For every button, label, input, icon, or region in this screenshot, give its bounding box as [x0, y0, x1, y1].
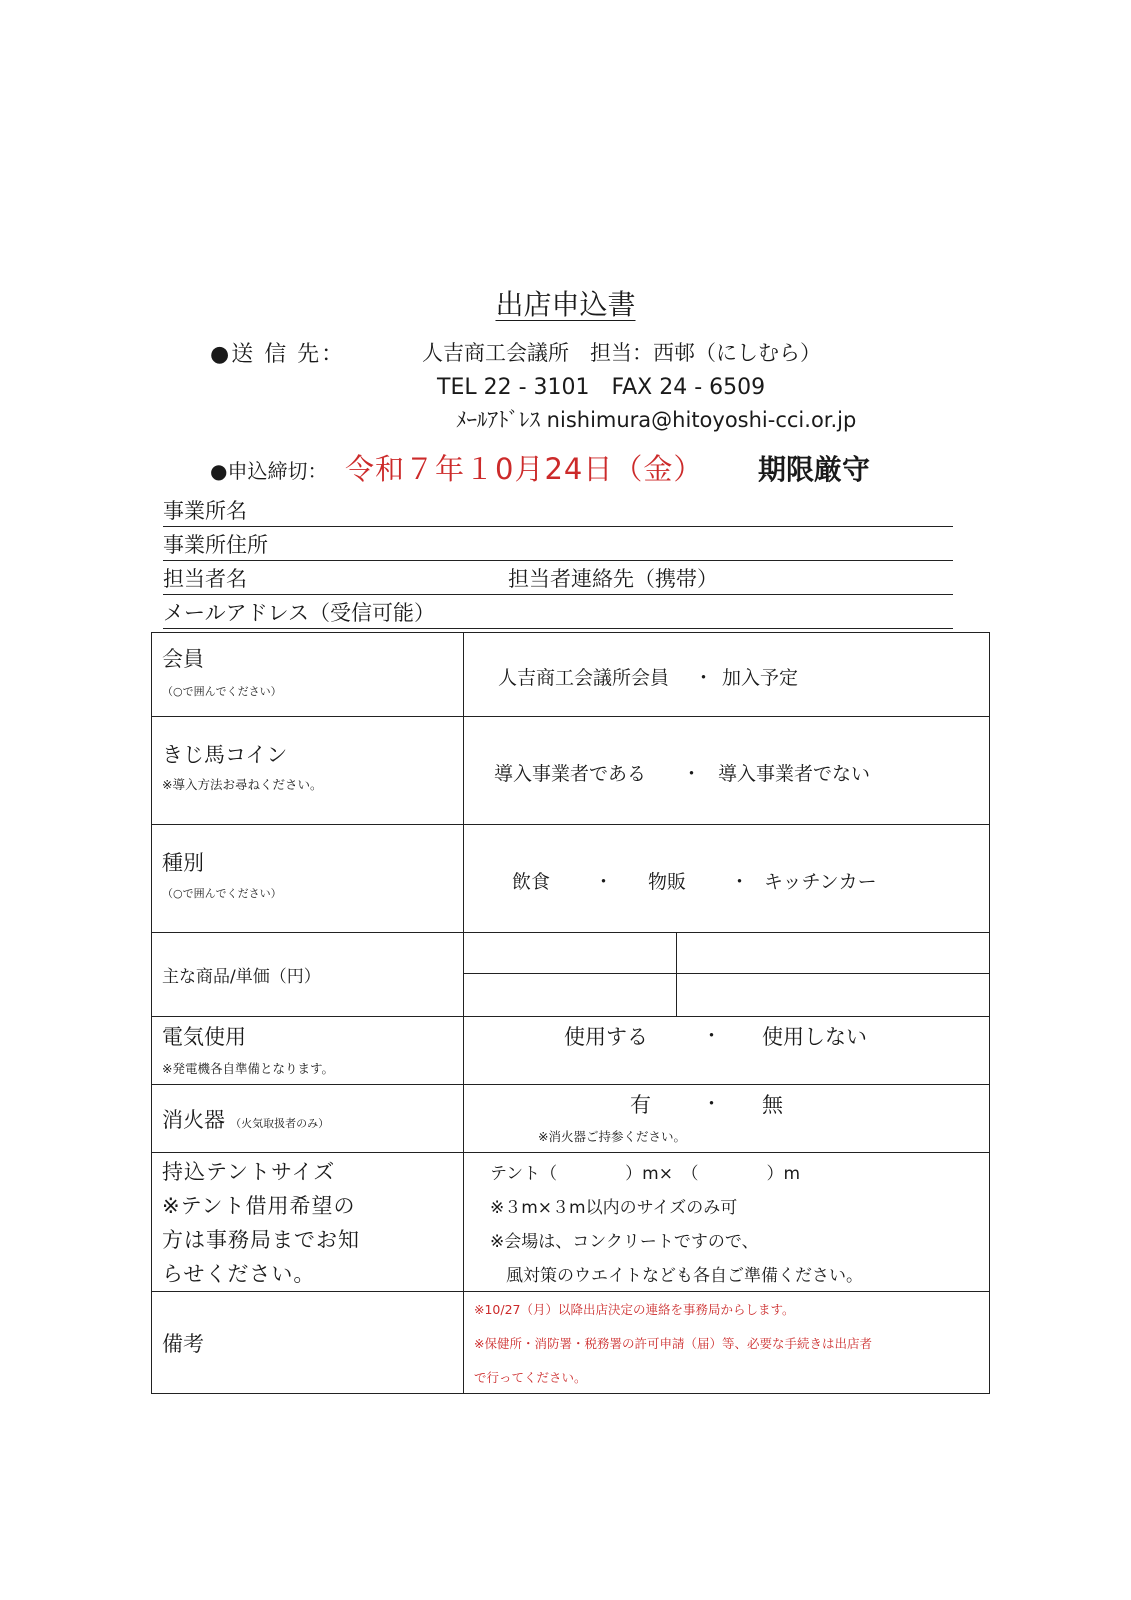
tent-note-venue: ※会場は、コンクリートですので、	[490, 1232, 759, 1252]
office-name-label: 事業所名	[163, 499, 247, 523]
person-contact-label: 担当者連絡先（携帯）	[508, 567, 718, 591]
power-options-cell[interactable]	[464, 1017, 990, 1085]
goods-label-cell	[152, 933, 464, 1017]
page-title	[0, 283, 1131, 323]
goods-row	[152, 933, 990, 1017]
extinguisher-row	[152, 1085, 990, 1153]
member-label-cell	[152, 633, 464, 717]
coin-option-yes[interactable]: 導入事業者である	[494, 763, 647, 785]
goods-grid-hline	[464, 973, 989, 974]
tent-label-line: らせください。	[162, 1262, 316, 1286]
type-option-food[interactable]: 飲食	[512, 871, 551, 893]
application-table	[151, 632, 990, 1394]
coin-label: きじ馬コイン	[162, 743, 288, 767]
tent-label-line: 持込テントサイズ	[162, 1160, 336, 1184]
person-name-field[interactable]	[163, 564, 953, 595]
tent-label-cell	[152, 1153, 464, 1292]
type-row	[152, 825, 990, 933]
power-label: 電気使用	[162, 1025, 246, 1049]
separator: ・	[594, 871, 614, 893]
tent-label-line: ※テント借用希望の	[162, 1194, 356, 1218]
power-row	[152, 1017, 990, 1085]
tent-note-wind: 風対策のウエイトなども各自ご準備ください。	[506, 1266, 863, 1286]
type-option-kitchen-car[interactable]: キッチンカー	[764, 871, 877, 893]
goods-label: 主な商品/単価（円）	[162, 967, 321, 987]
type-label: 種別	[162, 851, 204, 875]
tent-label	[162, 1155, 463, 1291]
separator: ・	[702, 1025, 722, 1047]
tent-label-line: 方は事務局までお知	[162, 1228, 360, 1252]
send-to-org: 人吉商工会議所 担当：西邨（にしむら）	[422, 341, 821, 365]
tent-row	[152, 1153, 990, 1292]
extinguisher-label-cell	[152, 1085, 464, 1153]
goods-grid-vline	[676, 933, 677, 1016]
title-text: 出店申込書	[495, 288, 636, 321]
coin-note: ※導入方法お尋ねください。	[162, 777, 323, 792]
remarks-line: ※保健所・消防署・税務署の許可申請（届）等、必要な手続きは出店者	[474, 1336, 872, 1351]
power-option-no-use[interactable]: 使用しない	[762, 1025, 867, 1049]
person-name-label: 担当者名	[163, 567, 247, 591]
deadline-strict: 期限厳守	[758, 453, 871, 486]
separator: ・	[682, 763, 702, 785]
deadline-date: 令和７年１0月24日（金）	[345, 452, 704, 486]
remarks-label: 備考	[162, 1331, 204, 1356]
email-label: メールアドレス（受信可能）	[163, 601, 435, 625]
coin-options-cell[interactable]	[464, 717, 990, 825]
member-note: （○で囲んでください）	[162, 685, 282, 698]
goods-grid-cell[interactable]	[464, 933, 990, 1017]
type-note: （○で囲んでください）	[162, 887, 282, 900]
separator: ・	[730, 871, 750, 893]
type-label-cell	[152, 825, 464, 933]
extinguisher-options-cell[interactable]	[464, 1085, 990, 1153]
power-label-cell	[152, 1017, 464, 1085]
coin-label-cell	[152, 717, 464, 825]
send-to-tel-fax: TEL 22 - 3101 FAX 24 - 6509	[437, 375, 766, 400]
member-option-planned[interactable]: 加入予定	[722, 667, 799, 689]
power-option-use[interactable]: 使用する	[564, 1025, 648, 1049]
remarks-cell	[464, 1292, 990, 1394]
email-field[interactable]	[163, 598, 953, 629]
member-label: 会員	[162, 647, 204, 671]
member-row	[152, 633, 990, 717]
extinguisher-note: ※消火器ご持参ください。	[538, 1129, 686, 1144]
member-options-cell[interactable]	[464, 633, 990, 717]
remarks-line: ※10/27（月）以降出店決定の連絡を事務局からします。	[474, 1302, 795, 1317]
tent-details-cell[interactable]	[464, 1153, 990, 1292]
remarks-row	[152, 1292, 990, 1394]
type-option-goods[interactable]: 物販	[648, 871, 687, 893]
coin-row	[152, 717, 990, 825]
extinguisher-label-note: （火気取扱者のみ）	[230, 1116, 330, 1130]
extinguisher-option-no[interactable]: 無	[762, 1093, 783, 1117]
office-address-field[interactable]	[163, 530, 953, 561]
send-to-label: ●送 信 先：	[210, 342, 346, 367]
type-options-cell[interactable]	[464, 825, 990, 933]
office-name-field[interactable]	[163, 496, 953, 527]
remarks-line: で行ってください。	[474, 1370, 587, 1385]
extinguisher-option-yes[interactable]: 有	[630, 1093, 651, 1117]
send-to-mail: ﾒｰﾙｱﾄﾞﾚｽ nishimura@hitoyoshi-cci.or.jp	[456, 408, 857, 432]
separator: ・	[702, 1093, 722, 1115]
separator: ・	[694, 667, 714, 689]
member-option-member[interactable]: 人吉商工会議所会員	[498, 667, 670, 689]
deadline-label: ●申込締切：	[210, 459, 328, 483]
office-address-label: 事業所住所	[163, 533, 268, 557]
power-note: ※発電機各自準備となります。	[162, 1061, 334, 1076]
tent-note-size: ※３m×３m以内のサイズのみ可	[490, 1198, 738, 1218]
coin-option-no[interactable]: 導入事業者でない	[718, 763, 871, 785]
tent-size-input[interactable]: テント（ ）m× （ ）m	[490, 1164, 801, 1184]
extinguisher-label: 消火器	[162, 1107, 225, 1132]
remarks-label-cell	[152, 1292, 464, 1394]
